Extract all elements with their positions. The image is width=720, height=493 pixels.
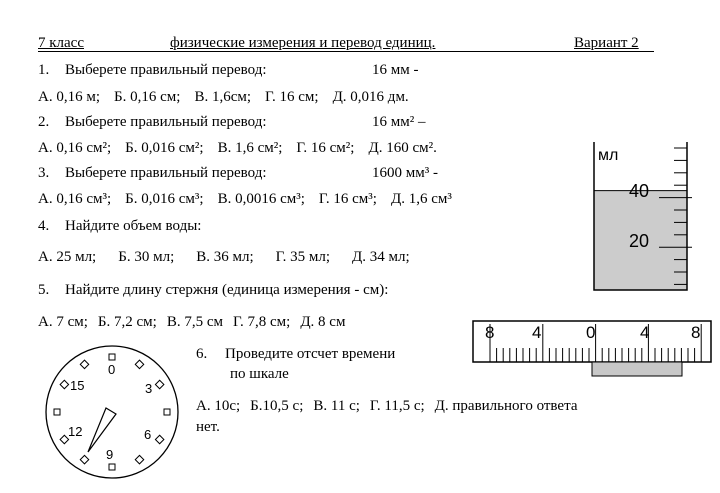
question-4 [38, 217, 201, 235]
q2-option-d: Г. 16 см²; [296, 140, 355, 156]
header-grade: 7 класс [38, 35, 84, 51]
q1-option-e: Д. 0,016 дм. [332, 89, 409, 105]
q3-option-c: В. 0,0016 см³; [217, 191, 305, 207]
question-5-text: Найдите длину стержня (единица измерения - см): [65, 282, 389, 298]
stopwatch-square-marker [164, 409, 170, 415]
graduated-cylinder [588, 140, 694, 296]
q5-option-d: Г. 7,8 см; [233, 314, 291, 330]
question-1-number: 1. [38, 62, 50, 78]
question-6 [196, 345, 395, 363]
q1-option-a: А. 0,16 м; [38, 89, 100, 105]
q6-option-a: А. 10с; [196, 398, 241, 414]
cylinder-label-40: 40 [629, 181, 650, 201]
question-4-options [38, 248, 410, 266]
q1-option-c: В. 1,6см; [194, 89, 252, 105]
question-3-options [38, 190, 452, 208]
q4-option-d: Г. 35 мл; [275, 249, 331, 265]
q4-option-c: В. 36 мл; [196, 249, 254, 265]
ruler-label-left-8: 8 [485, 323, 495, 342]
q2-option-e: Д. 160 см². [368, 140, 437, 156]
question-4-text: Найдите объем воды: [65, 218, 202, 234]
question-3 [38, 164, 267, 182]
question-1-value: 16 мм - [372, 62, 419, 78]
question-4-number: 4. [38, 218, 50, 234]
q1-option-b: Б. 0,16 см; [114, 89, 181, 105]
question-2-options [38, 139, 437, 157]
stopwatch-label-6: 6 [144, 427, 152, 442]
question-3-text: Выберете правильный перевод: [65, 165, 267, 181]
question-2 [38, 113, 267, 131]
q3-option-d: Г. 16 см³; [318, 191, 377, 207]
q6-option-d: Г. 11,5 с; [369, 398, 425, 414]
q6-option-c: В. 11 с; [313, 398, 360, 414]
q4-option-e: Д. 34 мл; [352, 249, 410, 265]
question-1-text: Выберете правильный перевод: [65, 62, 267, 78]
stopwatch-square-marker [109, 354, 115, 360]
ruler-label-left-4: 4 [532, 323, 542, 342]
question-6-text-line1: Проведите отсчет времени [225, 346, 396, 362]
question-6-number: 6. [196, 346, 208, 362]
q1-option-d: Г. 16 см; [265, 89, 319, 105]
q2-option-b: Б. 0,016 см²; [125, 140, 204, 156]
q5-option-c: В. 7,5 см [166, 314, 223, 330]
ruler-label-right-4: 4 [640, 323, 650, 342]
q5-option-e: Д. 8 см [300, 314, 346, 330]
stopwatch-dial [40, 342, 188, 482]
stopwatch-label-15: 15 [70, 378, 85, 393]
question-2-number: 2. [38, 114, 50, 130]
stopwatch-square-marker [54, 409, 60, 415]
q4-option-a: А. 25 мл; [38, 249, 97, 265]
question-6-options [196, 397, 577, 415]
q5-option-b: Б. 7,2 см; [97, 314, 157, 330]
question-1-options [38, 88, 409, 106]
cylinder-unit-label: мл [598, 147, 619, 164]
question-1 [38, 61, 267, 79]
stopwatch-label-9: 9 [106, 447, 114, 462]
stopwatch-label-3: 3 [145, 381, 153, 396]
header-variant: Вариант 2 [574, 35, 639, 51]
q2-option-c: В. 1,6 см²; [217, 140, 283, 156]
question-3-number: 3. [38, 165, 50, 181]
question-6-text-line2: по шкале [230, 366, 289, 382]
question-3-value: 1600 мм³ - [372, 165, 438, 181]
question-2-value: 16 мм² – [372, 114, 426, 130]
question-5-number: 5. [38, 282, 50, 298]
q4-option-b: Б. 30 мл; [118, 249, 175, 265]
q6-option-b: Б.10,5 с; [250, 398, 304, 414]
q2-option-a: А. 0,16 см²; [38, 140, 112, 156]
ruler-rod [592, 362, 682, 376]
q3-option-b: Б. 0,016 см³; [125, 191, 204, 207]
q3-option-a: А. 0,16 см³; [38, 191, 112, 207]
q5-option-a: А. 7 см; [38, 314, 88, 330]
stopwatch-label-0: 0 [108, 362, 116, 377]
question-2-text: Выберете правильный перевод: [65, 114, 267, 130]
header-underline [38, 51, 654, 52]
q6-option-e: Д. правильного ответа [434, 398, 578, 414]
question-6-options-line2: нет. [196, 419, 220, 435]
question-5-options [38, 313, 345, 331]
stopwatch-label-12: 12 [68, 424, 83, 439]
question-5 [38, 281, 388, 299]
stopwatch-square-marker [109, 464, 115, 470]
header-title: физические измерения и перевод единиц. [170, 35, 436, 51]
cylinder-label-20: 20 [629, 231, 650, 251]
ruler-scale [470, 318, 716, 384]
q3-option-e: Д. 1,6 см³ [390, 191, 452, 207]
ruler-label-0: 0 [586, 323, 596, 342]
ruler-label-right-8: 8 [691, 323, 701, 342]
